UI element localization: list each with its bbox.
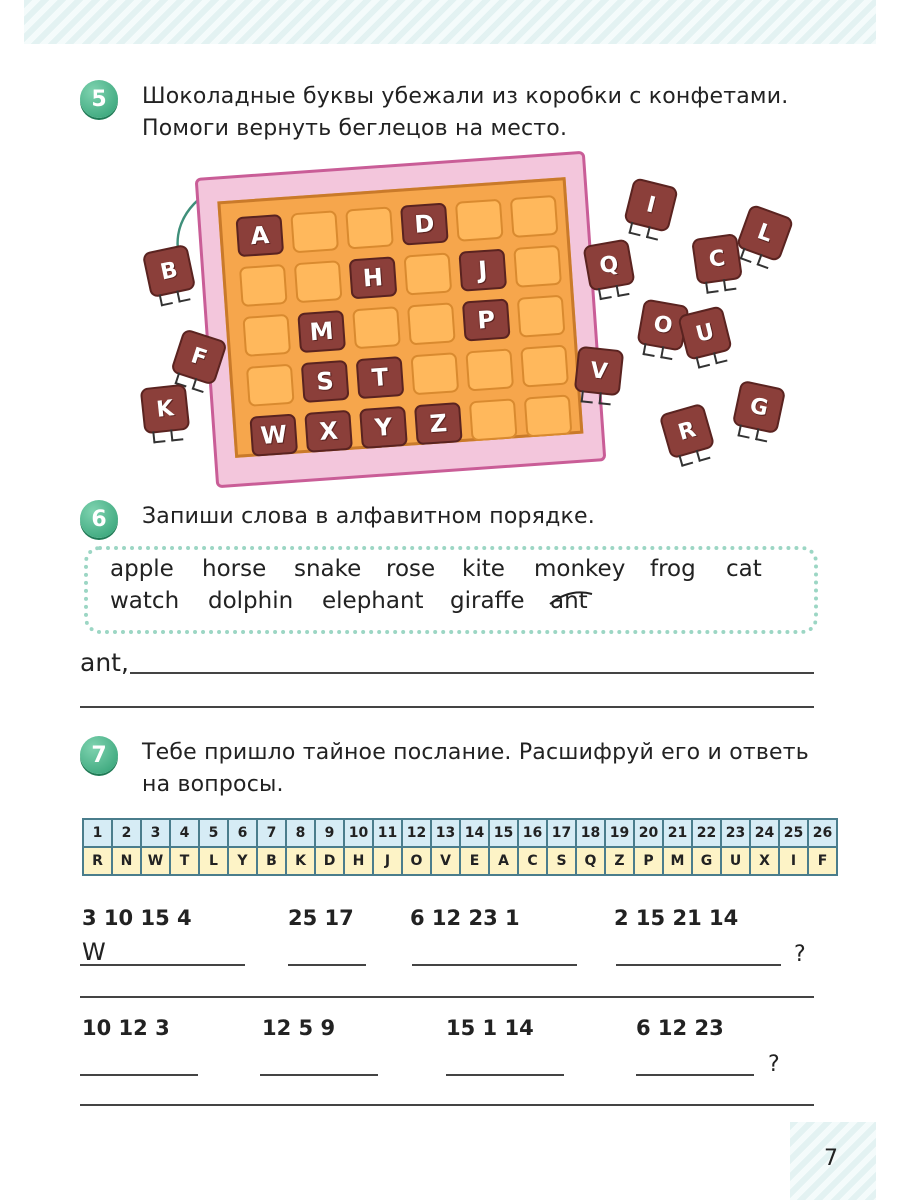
cipher-letter-cell: T [170, 847, 199, 875]
cipher-number-cell: 9 [315, 819, 344, 847]
chocolate-letter [349, 256, 398, 299]
q2-group-4: 6 12 23 [636, 1016, 724, 1040]
chocolate-letter [458, 249, 507, 292]
empty-slot[interactable] [455, 199, 504, 242]
word-item: watch [110, 588, 180, 614]
chocolate-letter-label: T [370, 363, 390, 393]
loose-letter-candy[interactable] [574, 346, 625, 397]
chocolate-letter-label: A [249, 220, 271, 251]
chocolate-letter [301, 360, 350, 403]
cipher-letter-cell: D [315, 847, 344, 875]
cipher-letter-cell: P [634, 847, 663, 875]
chocolate-letter-label: Z [428, 409, 449, 439]
cipher-table [82, 818, 838, 876]
task-7-text-line2: на вопросы. [142, 772, 284, 797]
chocolate-box [195, 151, 607, 489]
q2-question-mark: ? [768, 1052, 780, 1077]
word-item: elephant [322, 588, 424, 614]
word-item: apple [110, 556, 174, 582]
empty-slot[interactable] [290, 210, 339, 253]
cipher-number-cell: 1 [83, 819, 112, 847]
cipher-number-cell: 13 [431, 819, 460, 847]
empty-slot[interactable] [407, 302, 456, 345]
cipher-number-cell: 4 [170, 819, 199, 847]
cipher-number-cell: 10 [344, 819, 373, 847]
q2-group-3: 15 1 14 [446, 1016, 534, 1040]
empty-slot[interactable] [513, 245, 562, 288]
q1-filled-letter: W [82, 938, 106, 966]
cipher-letter-cell: B [257, 847, 286, 875]
task-7-text-line1: Тебе пришло тайное послание. Расшифруй его и ответь [142, 740, 809, 765]
chocolate-letter [297, 310, 346, 353]
task-6-text: Запиши слова в алфавитном порядке. [142, 504, 595, 529]
loose-letter-candy[interactable] [140, 384, 191, 435]
loose-letter-candy[interactable] [677, 305, 733, 361]
empty-slot[interactable] [510, 195, 559, 238]
cipher-letter-cell: V [431, 847, 460, 875]
loose-letter-label: G [747, 392, 771, 422]
cipher-number-cell: 24 [750, 819, 779, 847]
task-7-badge: 7 [80, 736, 118, 774]
answer-line-1[interactable] [130, 672, 814, 674]
cipher-letter-cell: I [779, 847, 808, 875]
loose-letter-label: B [158, 257, 180, 285]
chocolate-letter [400, 203, 449, 246]
chocolate-letter [359, 406, 408, 449]
word-item: monkey [534, 556, 626, 582]
cipher-number-cell: 7 [257, 819, 286, 847]
cipher-letter-cell: R [83, 847, 112, 875]
chocolate-letter-label: X [318, 416, 339, 446]
loose-letter-candy[interactable] [691, 233, 743, 285]
cipher-number-cell: 22 [692, 819, 721, 847]
task-6-badge: 6 [80, 500, 118, 538]
word-item: giraffe [450, 588, 525, 614]
q1-group-1: 3 10 15 4 [82, 906, 192, 930]
cipher-letter-cell: L [199, 847, 228, 875]
loose-letter-label: Q [597, 251, 621, 279]
q1-answer-line[interactable] [80, 996, 814, 998]
cipher-number-cell: 26 [808, 819, 837, 847]
empty-slot[interactable] [242, 314, 291, 357]
cipher-letter-cell: Z [605, 847, 634, 875]
empty-slot[interactable] [246, 364, 295, 407]
chocolate-letter [249, 414, 298, 457]
chocolate-letter-label: D [413, 209, 436, 239]
word-item: ant [550, 588, 588, 614]
cipher-letter-cell: A [489, 847, 518, 875]
cipher-letter-cell: X [750, 847, 779, 875]
empty-slot[interactable] [294, 260, 343, 303]
answer-start: ant, [80, 648, 129, 677]
chocolate-letter [414, 402, 463, 445]
cipher-number-cell: 2 [112, 819, 141, 847]
q1-blank-2[interactable] [288, 964, 366, 966]
cipher-letter-cell: Q [576, 847, 605, 875]
cipher-letter-cell: W [141, 847, 170, 875]
task-5-text-line2: Помоги вернуть беглецов на место. [142, 116, 568, 141]
chocolate-letter-label: W [259, 420, 288, 451]
chocolate-letter-label: H [362, 263, 385, 293]
loose-letter-label: V [589, 357, 609, 385]
loose-letter-label: F [187, 342, 211, 372]
cipher-letter-cell: M [663, 847, 692, 875]
cipher-number-cell: 19 [605, 819, 634, 847]
loose-letter-label: R [675, 416, 699, 446]
word-item: rose [386, 556, 436, 582]
word-item: frog [650, 556, 696, 582]
loose-letter-label: C [707, 245, 727, 273]
chocolate-letter-label: P [476, 305, 496, 335]
cipher-number-cell: 3 [141, 819, 170, 847]
cipher-letter-cell: C [518, 847, 547, 875]
empty-slot[interactable] [345, 206, 394, 249]
task-5-text-line1: Шоколадные буквы убежали из коробки с конфетами. [142, 84, 789, 109]
cipher-number-cell: 15 [489, 819, 518, 847]
cipher-number-cell: 5 [199, 819, 228, 847]
empty-slot[interactable] [239, 264, 288, 307]
q2-answer-line[interactable] [80, 1104, 814, 1106]
q2-group-2: 12 5 9 [262, 1016, 336, 1040]
q1-group-4: 2 15 21 14 [614, 906, 739, 930]
q2-group-1: 10 12 3 [82, 1016, 170, 1040]
q1-blank-1[interactable] [80, 964, 245, 966]
cipher-number-cell: 25 [779, 819, 808, 847]
page-number: 7 [824, 1146, 838, 1171]
cipher-number-row [83, 819, 837, 847]
strike-mark [548, 584, 594, 610]
cipher-number-cell: 17 [547, 819, 576, 847]
chocolate-letter [304, 410, 353, 453]
q1-group-2: 25 17 [288, 906, 354, 930]
chocolate-letter [235, 214, 284, 257]
loose-letter-label: K [155, 395, 175, 423]
chocolate-letter-label: M [308, 316, 335, 347]
loose-letter-candy[interactable] [623, 177, 679, 233]
cipher-number-cell: 8 [286, 819, 315, 847]
loose-letter-candy[interactable] [732, 380, 787, 435]
loose-letter-label: O [651, 311, 675, 339]
cipher-letter-cell: H [344, 847, 373, 875]
cipher-letter-cell: F [808, 847, 837, 875]
empty-slot[interactable] [465, 348, 514, 391]
cipher-number-cell: 16 [518, 819, 547, 847]
cipher-number-cell: 11 [373, 819, 402, 847]
chocolate-letter-label: S [315, 366, 335, 396]
cipher-number-cell: 23 [721, 819, 750, 847]
cipher-letter-cell: O [402, 847, 431, 875]
q1-blank-3[interactable] [412, 964, 577, 966]
empty-slot[interactable] [404, 252, 453, 295]
cipher-letter-cell: Y [228, 847, 257, 875]
cipher-letter-row [83, 847, 837, 875]
loose-letter-candy[interactable] [736, 204, 795, 263]
q2-blank-2[interactable] [260, 1074, 378, 1076]
q2-blank-4[interactable] [636, 1074, 754, 1076]
chocolate-letter [462, 298, 511, 341]
cipher-number-cell: 6 [228, 819, 257, 847]
empty-slot[interactable] [524, 394, 573, 437]
q2-blank-3[interactable] [446, 1074, 564, 1076]
word-item: cat [726, 556, 762, 582]
cipher-number-cell: 21 [663, 819, 692, 847]
q1-blank-4[interactable] [616, 964, 781, 966]
empty-slot[interactable] [469, 398, 518, 441]
word-item: kite [462, 556, 505, 582]
loose-letter-candy[interactable] [582, 238, 635, 291]
empty-slot[interactable] [352, 306, 401, 349]
cipher-letter-cell: J [373, 847, 402, 875]
empty-slot[interactable] [517, 295, 566, 338]
chocolate-letter-label: J [477, 255, 489, 285]
loose-letter-label: L [754, 218, 776, 248]
cipher-number-cell: 14 [460, 819, 489, 847]
cipher-letter-cell: S [547, 847, 576, 875]
cipher-number-cell: 12 [402, 819, 431, 847]
chocolate-grid [235, 195, 572, 457]
cipher-letter-cell: E [460, 847, 489, 875]
cipher-number-cell: 20 [634, 819, 663, 847]
cipher-letter-cell: G [692, 847, 721, 875]
word-item: horse [202, 556, 267, 582]
cipher-number-cell: 18 [576, 819, 605, 847]
chocolate-letter [356, 356, 405, 399]
q2-blank-1[interactable] [80, 1074, 198, 1076]
loose-letter-label: I [644, 191, 658, 219]
loose-letter-label: U [693, 318, 717, 348]
loose-letter-candy[interactable] [142, 244, 197, 299]
cipher-letter-cell: N [112, 847, 141, 875]
chocolate-box-tray [217, 177, 583, 458]
word-item: dolphin [208, 588, 294, 614]
top-decor-band [24, 0, 876, 44]
q1-question-mark: ? [794, 942, 806, 967]
task-5-badge: 5 [80, 80, 118, 118]
empty-slot[interactable] [520, 345, 569, 388]
q1-group-3: 6 12 23 1 [410, 906, 520, 930]
answer-line-2[interactable] [80, 706, 814, 708]
empty-slot[interactable] [411, 352, 460, 395]
cipher-letter-cell: K [286, 847, 315, 875]
cipher-letter-cell: U [721, 847, 750, 875]
loose-letter-candy[interactable] [659, 403, 716, 460]
word-item: snake [294, 556, 362, 582]
chocolate-letter-label: Y [373, 412, 394, 443]
